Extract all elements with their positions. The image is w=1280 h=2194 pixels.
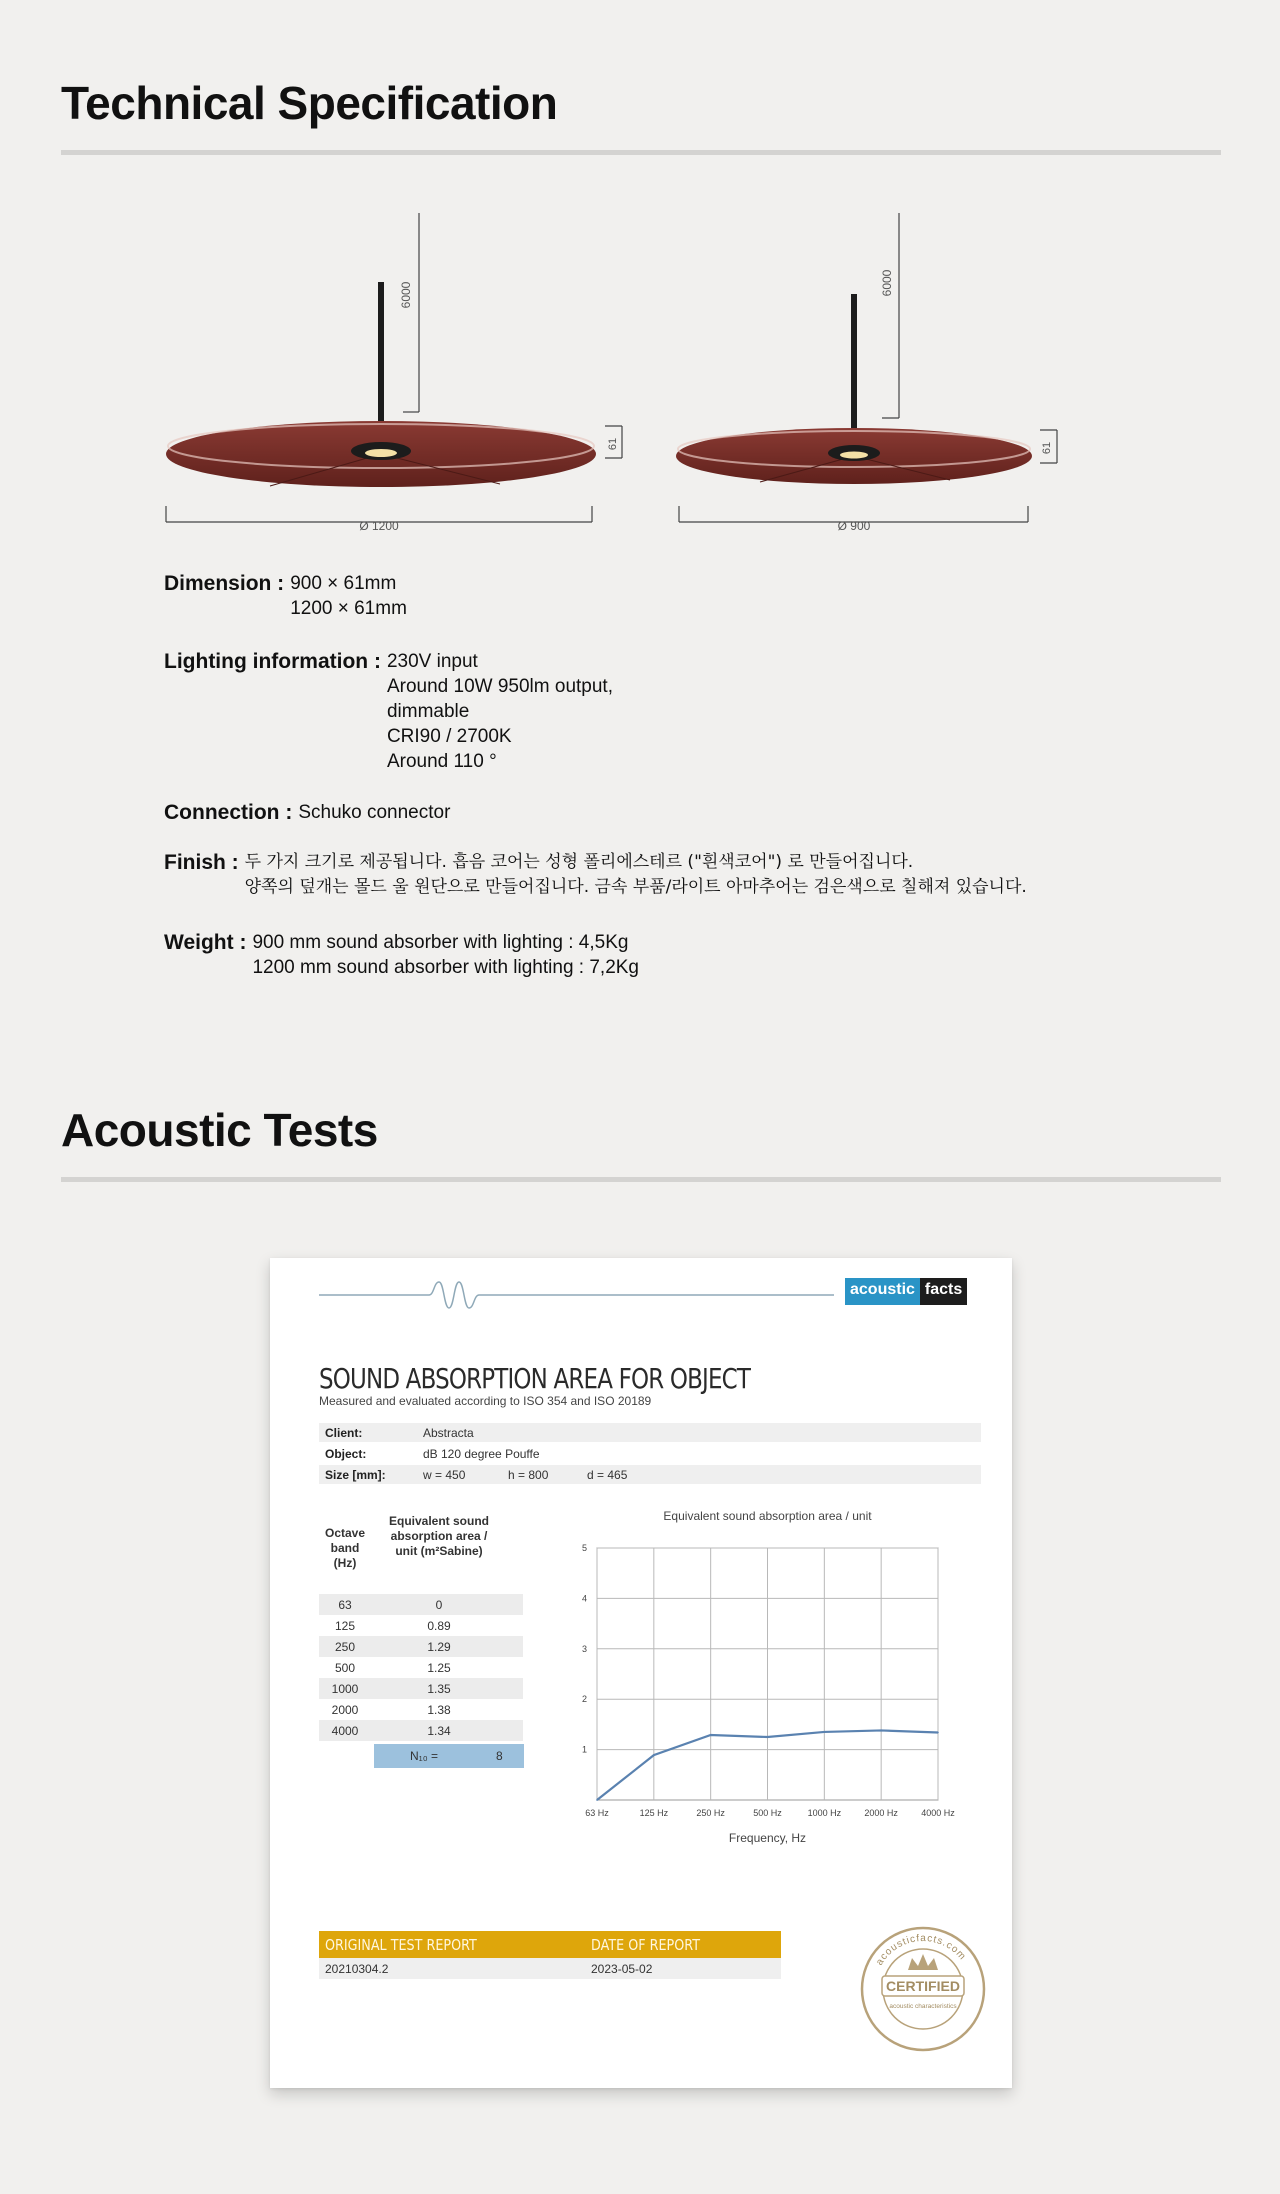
date-report-head: DATE OF REPORT bbox=[591, 1936, 701, 1954]
chart-title: Equivalent sound absorption area / unit bbox=[663, 1509, 872, 1523]
stamp-small-text: acoustic characteristics bbox=[889, 2003, 957, 2010]
spec-lighting-label: Lighting information : bbox=[164, 650, 381, 673]
size-width: w = 450 bbox=[423, 1468, 466, 1482]
data-point bbox=[937, 1732, 939, 1734]
large-lamp-drawing bbox=[166, 213, 622, 533]
logo-text-acoustic: acoustic bbox=[845, 1278, 920, 1305]
data-point bbox=[824, 1731, 826, 1733]
stamp-certified-text: CERTIFIED bbox=[886, 1978, 960, 1994]
data-point bbox=[767, 1736, 769, 1738]
y-tick-label: 3 bbox=[581, 1643, 587, 1654]
original-report-value: 20210304.2 bbox=[325, 1962, 389, 1976]
band-cell: 500 bbox=[334, 1661, 356, 1675]
spec-lighting-value: CRI90 / 2700K bbox=[386, 726, 512, 747]
certified-stamp bbox=[858, 1924, 988, 2054]
logo-text-facts: facts bbox=[920, 1278, 967, 1305]
area-cell: 1.25 bbox=[427, 1661, 451, 1675]
acoustic-tests-title: Acoustic Tests bbox=[61, 1104, 378, 1156]
stamp-ring-text: acousticfacts.com bbox=[874, 1932, 969, 1968]
band-cell: 1000 bbox=[331, 1682, 359, 1696]
waveform-header-icon bbox=[319, 1280, 834, 1310]
n10-value: 8 bbox=[496, 1749, 503, 1763]
spec-weight-label: Weight : bbox=[164, 931, 247, 954]
y-tick-label: 1 bbox=[581, 1744, 587, 1755]
header-absorption-area: Equivalent sound absorption area / unit (m²Sabine) bbox=[388, 1514, 489, 1558]
spec-weight-value: 900 mm sound absorber with lighting : 4,5Kg bbox=[252, 932, 629, 953]
data-point bbox=[710, 1734, 712, 1736]
small-diameter-label: Ø 900 bbox=[837, 519, 871, 533]
original-report-head: ORIGINAL TEST REPORT bbox=[325, 1936, 477, 1954]
spec-connection-label: Connection : bbox=[164, 801, 293, 824]
octave-band-table bbox=[319, 1512, 523, 1741]
size-label: Size [mm]: bbox=[325, 1468, 386, 1482]
band-cell: 63 bbox=[338, 1598, 352, 1612]
x-tick-label: 250 Hz bbox=[696, 1808, 725, 1818]
spec-finish bbox=[164, 850, 1027, 900]
original-report-header bbox=[319, 1931, 781, 1958]
header-octave-band: Octave band (Hz) bbox=[324, 1526, 366, 1570]
band-cell: 125 bbox=[334, 1619, 356, 1633]
x-tick-label: 1000 Hz bbox=[807, 1808, 842, 1818]
object-row bbox=[319, 1444, 981, 1463]
tech-spec-divider bbox=[61, 150, 1221, 155]
acoustic-report bbox=[270, 1258, 1012, 2088]
spec-connection-value: Schuko connector bbox=[298, 802, 451, 823]
table-row bbox=[319, 1594, 523, 1615]
band-cell: 2000 bbox=[331, 1703, 359, 1717]
table-row bbox=[319, 1615, 523, 1636]
table-header bbox=[319, 1512, 523, 1594]
table-row bbox=[319, 1636, 523, 1657]
product-drawings bbox=[140, 200, 1100, 560]
object-label: Object: bbox=[325, 1447, 367, 1461]
client-value: Abstracta bbox=[423, 1426, 474, 1440]
spec-finish-label: Finish : bbox=[164, 851, 239, 874]
client-row bbox=[319, 1423, 981, 1442]
x-axis-label: Frequency, Hz bbox=[728, 1831, 807, 1845]
tech-spec-title: Technical Specification bbox=[61, 77, 558, 129]
data-point bbox=[596, 1799, 598, 1801]
spec-lighting-value: Around 110 ° bbox=[386, 751, 497, 772]
area-cell: 1.38 bbox=[427, 1703, 451, 1717]
area-cell: 1.35 bbox=[427, 1682, 451, 1696]
report-subtitle: Measured and evaluated according to ISO 354 and ISO 20189 bbox=[319, 1394, 652, 1408]
small-lamp-drawing bbox=[676, 213, 1057, 533]
table-row bbox=[319, 1678, 523, 1699]
spec-weight-value: 1200 mm sound absorber with lighting : 7,2Kg bbox=[252, 957, 639, 978]
data-point bbox=[653, 1754, 655, 1756]
spec-dimension-value: 1200 × 61mm bbox=[290, 598, 407, 619]
area-cell: 1.34 bbox=[427, 1724, 451, 1738]
small-thickness-label: 61 bbox=[1041, 441, 1053, 455]
large-diameter-label: Ø 1200 bbox=[359, 519, 399, 533]
y-tick-label: 4 bbox=[581, 1593, 587, 1604]
large-height-label: 6000 bbox=[399, 281, 413, 309]
spec-lighting bbox=[164, 649, 613, 774]
n10-label: N₁₀ = bbox=[410, 1749, 439, 1763]
original-report-body bbox=[319, 1958, 781, 1979]
x-tick-label: 2000 Hz bbox=[864, 1808, 898, 1818]
size-row bbox=[319, 1465, 981, 1484]
table-row bbox=[319, 1720, 523, 1741]
spec-lighting-value: Around 10W 950lm output, bbox=[386, 676, 613, 697]
absorption-chart bbox=[560, 1506, 980, 1866]
x-tick-label: 63 Hz bbox=[585, 1808, 609, 1818]
object-value: dB 120 degree Pouffe bbox=[423, 1447, 540, 1461]
x-tick-label: 500 Hz bbox=[753, 1808, 782, 1818]
data-point bbox=[880, 1730, 882, 1732]
band-cell: 4000 bbox=[331, 1724, 359, 1738]
band-cell: 250 bbox=[334, 1640, 356, 1654]
acoustic-facts-logo bbox=[845, 1278, 977, 1305]
spec-dimension-label: Dimension : bbox=[164, 572, 285, 595]
area-cell: 0.89 bbox=[427, 1619, 451, 1633]
crown-icon bbox=[908, 1954, 938, 1970]
spec-finish-value: 양쪽의 덮개는 몰드 울 원단으로 만들어집니다. 금속 부품/라이트 아마추어는 검은색으로 칠해져 있습니다. bbox=[244, 877, 1027, 897]
spec-connection bbox=[164, 800, 450, 825]
y-tick-label: 2 bbox=[581, 1694, 587, 1705]
table-row bbox=[319, 1699, 523, 1720]
x-tick-label: 4000 Hz bbox=[921, 1808, 955, 1818]
spec-weight bbox=[164, 930, 639, 980]
y-tick-label: 5 bbox=[581, 1543, 587, 1553]
client-label: Client: bbox=[325, 1426, 363, 1440]
date-report-value: 2023-05-02 bbox=[591, 1962, 653, 1976]
report-title: SOUND ABSORPTION AREA FOR OBJECT bbox=[319, 1362, 751, 1395]
acoustic-tests-divider bbox=[61, 1177, 1221, 1182]
spec-dimension bbox=[164, 571, 407, 621]
large-thickness-label: 61 bbox=[607, 437, 619, 451]
size-height: h = 800 bbox=[508, 1468, 549, 1482]
x-tick-label: 125 Hz bbox=[639, 1808, 669, 1818]
area-cell: 1.29 bbox=[427, 1640, 451, 1654]
area-cell: 0 bbox=[435, 1598, 443, 1612]
table-row bbox=[319, 1657, 523, 1678]
spec-dimension-value: 900 × 61mm bbox=[290, 573, 397, 594]
size-depth: d = 465 bbox=[587, 1468, 628, 1482]
small-height-label: 6000 bbox=[880, 269, 894, 297]
spec-finish-value: 두 가지 크기로 제공됩니다. 흡음 코어는 성형 폴리에스테르 ("흰색코어") 로 만들어집니다. bbox=[244, 852, 914, 872]
spec-lighting-value: dimmable bbox=[386, 701, 470, 722]
original-report-table bbox=[319, 1931, 781, 1979]
spec-lighting-value: 230V input bbox=[386, 651, 478, 672]
n10-row bbox=[374, 1744, 524, 1768]
